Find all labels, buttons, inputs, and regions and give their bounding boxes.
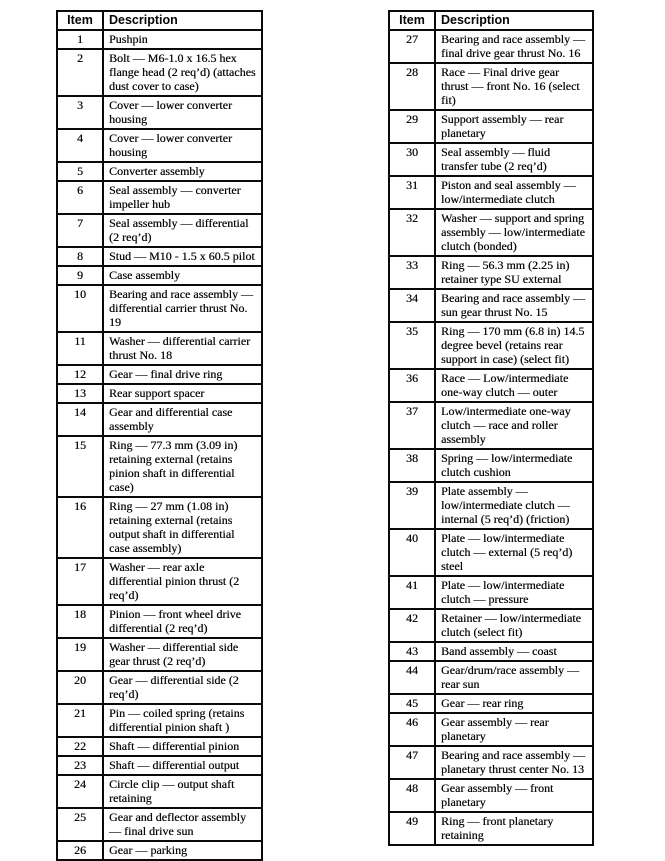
item-cell: 41 [389,576,435,609]
item-column-header: Item [57,11,103,30]
table-row [57,162,262,181]
description-cell: Gear and differential case assembly [103,403,262,436]
table-row [389,482,593,529]
table-row [57,497,262,558]
description-cell: Piston and seal assembly — low/intermediate clutch [435,176,593,209]
description-cell: Circle clip — output shaft retaining [103,775,262,808]
table-row [57,332,262,365]
description-cell: Shaft — differential output [103,756,262,775]
description-cell: Cover — lower converter housing [103,129,262,162]
item-cell: 23 [57,756,103,775]
item-cell: 33 [389,256,435,289]
table-row [57,638,262,671]
description-cell: Gear assembly — front planetary [435,779,593,812]
description-cell: Ring — 77.3 mm (3.09 in) retaining external (retains pinion shaft in differential case) [103,436,262,497]
description-cell: Gear — differential side (2 req’d) [103,671,262,704]
description-cell: Washer — differential carrier thrust No. 18 [103,332,262,365]
table-row [57,181,262,214]
description-cell: Low/intermediate one-way clutch — race and roller assembly [435,402,593,449]
table-row [389,289,593,322]
table-row [389,256,593,289]
table-row [57,775,262,808]
item-cell: 26 [57,841,103,860]
item-cell: 45 [389,694,435,713]
item-cell: 10 [57,285,103,332]
item-cell: 19 [57,638,103,671]
header-row [57,11,262,30]
table-row [57,129,262,162]
description-cell: Pin — coiled spring (retains differential pinion shaft ) [103,704,262,737]
item-cell: 34 [389,289,435,322]
description-cell: Gear — rear ring [435,694,593,713]
description-cell: Bearing and race assembly — sun gear thrust No. 15 [435,289,593,322]
table-row [389,779,593,812]
description-cell: Spring — low/intermediate clutch cushion [435,449,593,482]
item-cell: 30 [389,143,435,176]
item-cell: 14 [57,403,103,436]
table-row [389,529,593,576]
table-row [389,576,593,609]
description-cell: Seal assembly — fluid transfer tube (2 req’d) [435,143,593,176]
table-row [57,214,262,247]
description-cell: Washer — rear axle differential pinion thrust (2 req’d) [103,558,262,605]
table-row [57,558,262,605]
table-row [57,808,262,841]
item-cell: 18 [57,605,103,638]
item-cell: 1 [57,30,103,49]
description-column-header: Description [103,11,262,30]
item-cell: 11 [57,332,103,365]
item-cell: 3 [57,96,103,129]
item-cell: 7 [57,214,103,247]
table-row [389,713,593,746]
description-cell: Gear — parking [103,841,262,860]
description-cell: Ring — 56.3 mm (2.25 in) retainer type SU external [435,256,593,289]
item-cell: 15 [57,436,103,497]
description-cell: Ring — front planetary retaining [435,812,593,845]
item-cell: 28 [389,63,435,110]
item-cell: 24 [57,775,103,808]
table-row [389,369,593,402]
description-cell: Washer — support and spring assembly — low/intermediate clutch (bonded) [435,209,593,256]
item-cell: 32 [389,209,435,256]
table-row [57,704,262,737]
table-row [389,812,593,845]
table-row [389,110,593,143]
header-row [389,11,593,30]
item-cell: 22 [57,737,103,756]
item-cell: 31 [389,176,435,209]
item-cell: 20 [57,671,103,704]
description-cell: Race — Low/intermediate one-way clutch — outer [435,369,593,402]
item-cell: 12 [57,365,103,384]
item-cell: 37 [389,402,435,449]
description-cell: Cover — lower converter housing [103,96,262,129]
table-row [389,694,593,713]
description-cell: Bearing and race assembly — final drive gear thrust No. 16 [435,30,593,63]
table-row [389,449,593,482]
description-cell: Seal assembly — converter impeller hub [103,181,262,214]
item-cell: 47 [389,746,435,779]
item-cell: 17 [57,558,103,605]
description-cell: Ring — 27 mm (1.08 in) retaining external (retains output shaft in differential case assembly) [103,497,262,558]
item-cell: 46 [389,713,435,746]
table-row [389,209,593,256]
description-cell: Shaft — differential pinion [103,737,262,756]
table-row [389,30,593,63]
description-cell: Retainer — low/intermediate clutch (select fit) [435,609,593,642]
table-row [57,403,262,436]
item-cell: 5 [57,162,103,181]
table-row [57,756,262,775]
table-row [57,841,262,860]
table-row [57,436,262,497]
item-cell: 4 [57,129,103,162]
item-cell: 21 [57,704,103,737]
table-row [57,384,262,403]
table-row [57,671,262,704]
item-cell: 8 [57,247,103,266]
table-row [389,402,593,449]
table-row [389,63,593,110]
description-cell: Seal assembly — differential (2 req’d) [103,214,262,247]
item-cell: 48 [389,779,435,812]
description-cell: Washer — differential side gear thrust (2 req’d) [103,638,262,671]
table-row [57,285,262,332]
item-cell: 36 [389,369,435,402]
table-row [389,609,593,642]
item-cell: 39 [389,482,435,529]
description-cell: Rear support spacer [103,384,262,403]
description-cell: Plate assembly — low/intermediate clutch — internal (5 req’d) (friction) [435,482,593,529]
table-row [389,642,593,661]
table-row [57,737,262,756]
description-cell: Race — Final drive gear thrust — front No. 16 (select fit) [435,63,593,110]
item-cell: 2 [57,49,103,96]
table-row [389,322,593,369]
description-cell: Ring — 170 mm (6.8 in) 14.5 degree bevel (retains rear support in case) (select fit) [435,322,593,369]
item-cell: 16 [57,497,103,558]
item-cell: 27 [389,30,435,63]
description-cell: Band assembly — coast [435,642,593,661]
description-cell: Case assembly [103,266,262,285]
table-row [57,266,262,285]
item-cell: 25 [57,808,103,841]
table-row [389,176,593,209]
item-cell: 35 [389,322,435,369]
item-cell: 6 [57,181,103,214]
parts-table-right [388,10,594,846]
item-cell: 13 [57,384,103,403]
item-cell: 44 [389,661,435,694]
table-row [57,49,262,96]
description-cell: Gear assembly — rear planetary [435,713,593,746]
table-row [57,247,262,266]
description-cell: Plate — low/intermediate clutch — pressure [435,576,593,609]
description-cell: Bearing and race assembly — differential carrier thrust No. 19 [103,285,262,332]
table-row [389,143,593,176]
item-cell: 40 [389,529,435,576]
item-cell: 42 [389,609,435,642]
item-cell: 49 [389,812,435,845]
description-cell: Support assembly — rear planetary [435,110,593,143]
parts-table-left [56,10,263,861]
description-cell: Gear/drum/race assembly — rear sun [435,661,593,694]
description-cell: Bolt — M6-1.0 x 16.5 hex flange head (2 req’d) (attaches dust cover to case) [103,49,262,96]
description-cell: Pushpin [103,30,262,49]
item-cell: 29 [389,110,435,143]
description-cell: Bearing and race assembly — planetary thrust center No. 13 [435,746,593,779]
table-row [57,96,262,129]
description-cell: Plate — low/intermediate clutch — external (5 req’d) steel [435,529,593,576]
description-column-header: Description [435,11,593,30]
table-row [57,365,262,384]
description-cell: Pinion — front wheel drive differential (2 req’d) [103,605,262,638]
description-cell: Converter assembly [103,162,262,181]
table-row [389,661,593,694]
description-cell: Stud — M10 - 1.5 x 60.5 pilot [103,247,262,266]
description-cell: Gear and deflector assembly — final drive sun [103,808,262,841]
item-cell: 9 [57,266,103,285]
table-row [389,746,593,779]
item-column-header: Item [389,11,435,30]
item-cell: 38 [389,449,435,482]
description-cell: Gear — final drive ring [103,365,262,384]
table-row [57,30,262,49]
table-row [57,605,262,638]
item-cell: 43 [389,642,435,661]
